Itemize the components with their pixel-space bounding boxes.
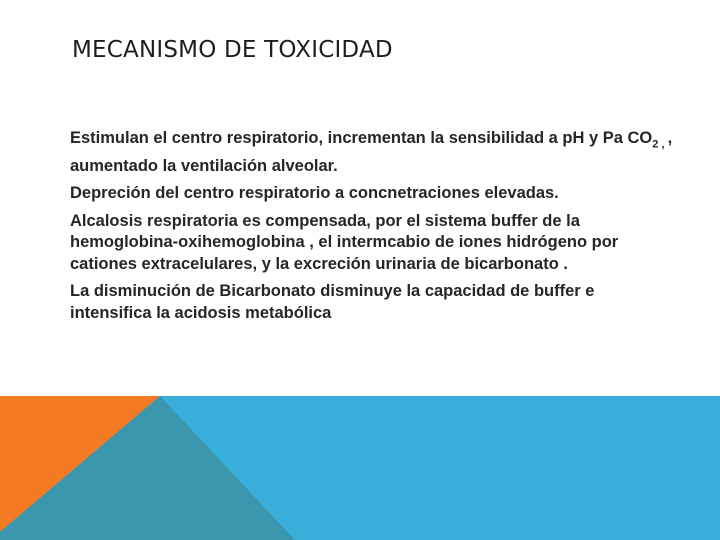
co2-subscript: 2 , xyxy=(652,138,668,151)
paragraph-estimulan xyxy=(70,128,680,177)
decorative-footer-shapes xyxy=(0,396,720,540)
paragraph-estimulan-text: Estimulan el centro respiratorio, incrementan la sensibilidad a pH y Pa CO xyxy=(70,129,653,147)
slide-body xyxy=(70,128,680,324)
slide-title: MECANISMO DE TOXICIDAD xyxy=(72,37,393,63)
paragraph-alcalosis: Alcalosis respiratoria es compensada, por el sistema buffer de la hemoglobina-oxihemoglobina , el intermcabio de iones hidrógeno por cationes extracelulares, y la excreción urinaria de bicarbonato . xyxy=(70,211,619,273)
paragraph-estimulan-text-end: , aumentado la ventilación alveolar. xyxy=(70,129,673,175)
paragraph-disminucion: La disminución de Bicarbonato disminuye la capacidad de buffer e intensifica la acidosis metabólica xyxy=(70,282,595,322)
paragraph-deprecion: Depreción del centro respiratorio a concnetraciones elevadas. xyxy=(70,184,559,203)
